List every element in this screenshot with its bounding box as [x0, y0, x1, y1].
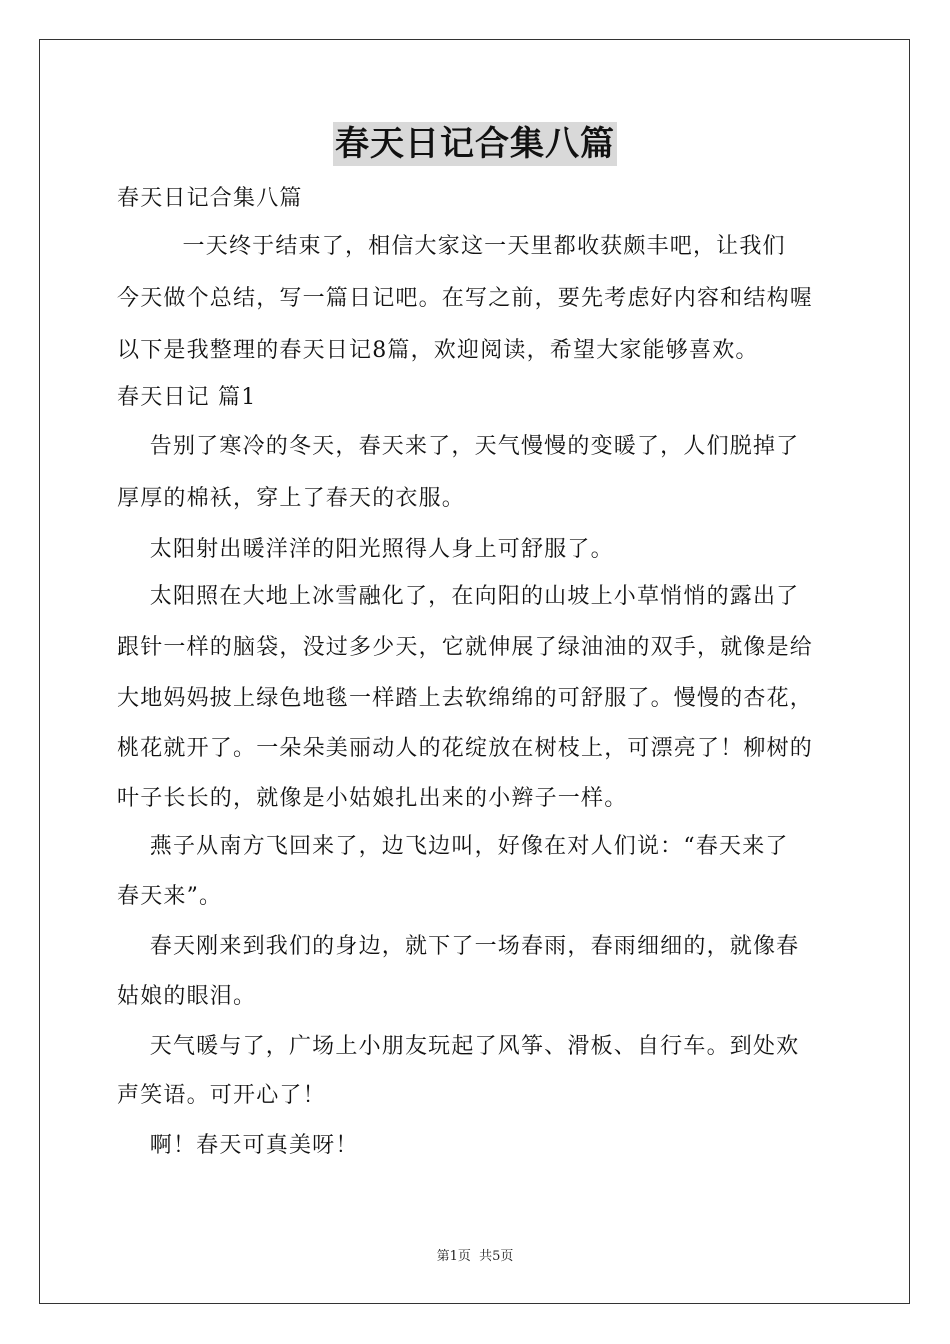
document-title: 春天日记合集八篇 [335, 124, 615, 164]
body-line: 桃花就开了。一朵朵美丽动人的花绽放在树枝上，可漂亮了！柳树的 [117, 736, 814, 761]
body-line: 大地妈妈披上绿色地毯一样踏上去软绵绵的可舒服了。慢慢的杏花， [117, 686, 814, 711]
body-line: 一天终于结束了，相信大家这一天里都收获颇丰吧，让我们 [117, 234, 786, 259]
body-line: 叶子长长的，就像是小姑娘扎出来的小辫子一样。 [117, 786, 628, 811]
body-line: 声笑语。可开心了！ [117, 1083, 326, 1108]
body-line: 燕子从南方飞回来了，边飞边叫，好像在对人们说：“春天来了 [117, 834, 789, 859]
section-heading: 春天日记 篇1 [117, 385, 257, 410]
body-line: 天气暖与了，广场上小朋友玩起了风筝、滑板、自行车。到处欢 [117, 1034, 800, 1059]
body-line: 跟针一样的脑袋，没过多少天，它就伸展了绿油油的双手，就像是给 [117, 635, 814, 660]
body-line: 太阳射出暖洋洋的阳光照得人身上可舒服了。 [117, 537, 614, 562]
body-line: 太阳照在大地上冰雪融化了，在向阳的山坡上小草悄悄的露出了 [117, 584, 800, 609]
body-line: 姑娘的眼泪。 [117, 984, 257, 1009]
page-number-footer: 第1页 共5页 [436, 1249, 514, 1264]
page-border [39, 39, 910, 1304]
title-container [0, 122, 950, 166]
body-line: 今天做个总结，写一篇日记吧。在写之前，要先考虑好内容和结构喔 [117, 286, 814, 311]
body-line: 以下是我整理的春天日记8篇，欢迎阅读，希望大家能够喜欢。 [117, 338, 759, 363]
body-line: 啊！春天可真美呀！ [117, 1133, 359, 1158]
body-line: 告别了寒冷的冬天，春天来了，天气慢慢的变暖了，人们脱掉了 [117, 434, 800, 459]
body-line: 厚厚的棉袄，穿上了春天的衣服。 [117, 486, 466, 511]
body-line: 春天刚来到我们的身边，就下了一场春雨，春雨细细的，就像春 [117, 934, 800, 959]
body-line: 春天来”。 [117, 884, 223, 909]
subtitle-line: 春天日记合集八篇 [117, 186, 303, 211]
